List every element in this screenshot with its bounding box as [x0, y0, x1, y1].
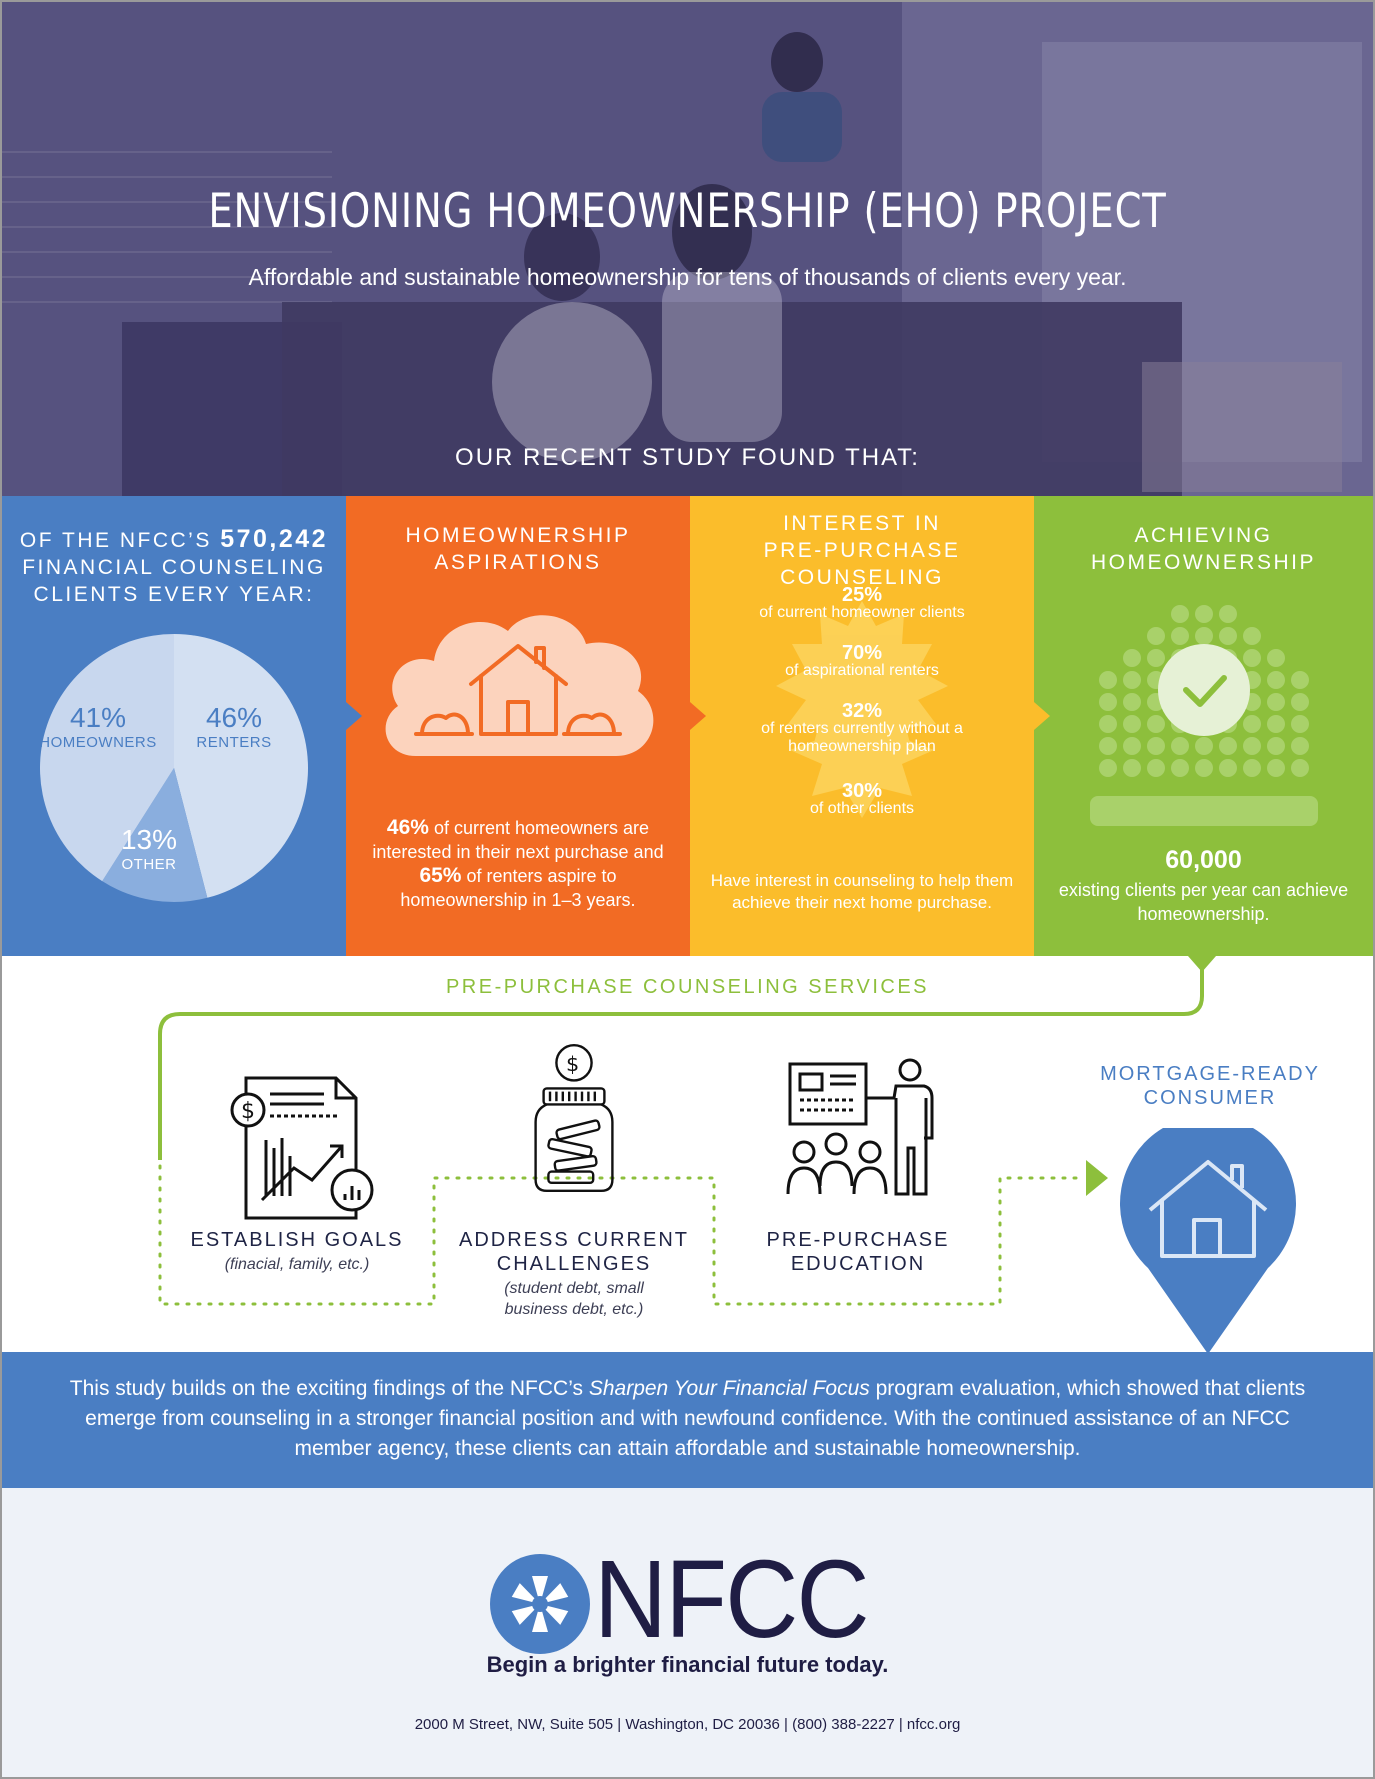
- aspirations-text-part1: of current homeowners are interested in their next purchase and: [372, 818, 664, 862]
- summary-text-post: program evaluation, which showed that clients emerge from counseling in a stronger financial position and with newfound confidence. With the continued assistance of an NFCC member agency, these clients can attain affordable and sustainable homeownership.: [85, 1377, 1306, 1460]
- study-summary-text: [52, 1374, 1323, 1464]
- house-of-people-icon: [1086, 600, 1322, 830]
- summary-text-pre: This study builds on the exciting findings of the NFCC’s: [69, 1377, 589, 1400]
- aspirations-stat-homeowners: 46%: [386, 816, 429, 839]
- step-establish-goals-note: (finacial, family, etc.): [224, 1256, 370, 1273]
- aspirations-panel: [346, 496, 690, 956]
- step-label: PRE-PURCHASE: [766, 1229, 950, 1251]
- aspirations-stat-renters: 65%: [419, 864, 462, 887]
- panel-arrow: [1034, 702, 1050, 730]
- clients-total: 570,242: [220, 525, 329, 553]
- interest-heading-line1: INTEREST IN: [783, 512, 941, 535]
- services-title: PRE-PURCHASE COUNSELING SERVICES: [445, 976, 930, 998]
- presentation-education-icon: [782, 1058, 942, 1218]
- interest-heading: [690, 510, 1034, 591]
- nfcc-logo-wordmark: NFCC: [594, 1538, 868, 1661]
- page-subtitle: Affordable and sustainable homeownership for tens of thousands of clients every year.: [248, 264, 1127, 290]
- clients-heading-line3: CLIENTS EVERY YEAR:: [33, 583, 315, 606]
- mortgage-ready-title: [1080, 1062, 1340, 1110]
- clients-heading-line2: FINANCIAL COUNSELING: [22, 556, 326, 579]
- panel-arrow: [346, 702, 362, 730]
- step-address-challenges: [434, 1228, 714, 1276]
- savings-jar-icon: [494, 1042, 654, 1202]
- clients-heading: [2, 526, 346, 608]
- aspirations-heading: [346, 522, 690, 576]
- pie-label-renters: [176, 702, 292, 751]
- interest-stat-text: of other clients: [809, 800, 915, 817]
- svg-text:$: $: [241, 1099, 255, 1124]
- step-label: ADDRESS CURRENT: [458, 1229, 690, 1251]
- achieving-heading-line2: HOMEOWNERSHIP: [1090, 551, 1316, 574]
- pie-name-renters: RENTERS: [196, 734, 272, 751]
- interest-heading-line2: PRE-PURCHASE: [763, 539, 961, 562]
- interest-panel: [690, 496, 1034, 956]
- achieving-heading: [1034, 522, 1373, 576]
- pie-name-homeowners: HOMEOWNERS: [39, 734, 157, 751]
- interest-heading-line3: COUNSELING: [780, 566, 944, 589]
- achieving-text: existing clients per year can achieve homeownership.: [1058, 880, 1349, 924]
- aspirations-heading-line1: HOMEOWNERSHIP: [405, 524, 631, 547]
- achieving-panel: [1034, 496, 1373, 956]
- interest-stat-text: of current homeowner clients: [759, 604, 965, 621]
- pie-label-other: [104, 824, 194, 873]
- interest-stat-value: 70%: [841, 642, 883, 664]
- pie-pct-renters: 46%: [205, 702, 263, 733]
- step-address-challenges-note: [434, 1278, 714, 1320]
- house-cloud-icon: [376, 606, 660, 781]
- mortgage-ready-line1: MORTGAGE-READY: [1100, 1063, 1320, 1085]
- pie-label-homeowners: [38, 702, 158, 751]
- clients-pie-chart: [38, 632, 310, 904]
- interest-stat-renters-no-plan: [690, 702, 1034, 756]
- step-label: EDUCATION: [790, 1253, 926, 1275]
- study-summary-band: [2, 1352, 1373, 1488]
- financial-report-icon: [214, 1068, 374, 1228]
- footer: [2, 1488, 1373, 1779]
- clients-heading-pre: OF THE NFCC’S: [19, 529, 221, 552]
- pie-pct-homeowners: 41%: [69, 702, 127, 733]
- nfcc-pinwheel-logo-icon: [490, 1554, 590, 1654]
- family-photo-background: [2, 2, 1373, 496]
- interest-stat-text: of aspirational renters: [785, 662, 939, 679]
- step-establish-goals: [162, 1228, 432, 1252]
- clients-panel: [2, 496, 346, 956]
- step-pre-purchase-education: [718, 1228, 998, 1276]
- step-label: CHALLENGES: [496, 1253, 652, 1275]
- aspirations-heading-line2: ASPIRATIONS: [434, 551, 602, 574]
- panel-arrow: [690, 702, 706, 730]
- pie-pct-other: 13%: [120, 824, 178, 855]
- aspirations-text: [366, 816, 670, 912]
- map-pin-house-icon: [1120, 1128, 1296, 1354]
- interest-stat-text: of renters currently without a homeownership plan: [761, 720, 963, 755]
- program-name: Sharpen Your Financial Focus: [588, 1377, 870, 1400]
- interest-stat-value: 25%: [841, 584, 883, 606]
- interest-stat-aspirational: [690, 644, 1034, 680]
- contact-address: 2000 M Street, NW, Suite 505 | Washington, DC 20036 | (800) 388-2227 | nfcc.org: [414, 1716, 961, 1733]
- interest-stat-value: 32%: [841, 700, 883, 722]
- services-section: [2, 956, 1373, 1352]
- interest-stat-homeowners: [690, 586, 1034, 622]
- achieving-heading-line1: ACHIEVING: [1134, 524, 1273, 547]
- interest-footer: Have interest in counseling to help them achieve their next home purchase.: [710, 871, 1014, 912]
- study-heading: OUR RECENT STUDY FOUND THAT:: [455, 444, 920, 471]
- interest-stat-value: 30%: [841, 780, 883, 802]
- step-label: ESTABLISH GOALS: [190, 1229, 404, 1251]
- achieving-number: 60,000: [1165, 846, 1242, 874]
- page-title: ENVISIONING HOMEOWNERSHIP (EHO) PROJECT: [208, 184, 1167, 239]
- aspirations-text-part2: of renters aspire to homeownership in 1–3 years.: [400, 866, 636, 910]
- mortgage-ready-line2: CONSUMER: [1143, 1087, 1277, 1109]
- hero-banner: [2, 2, 1373, 496]
- pie-name-other: OTHER: [121, 856, 177, 873]
- interest-stat-other: [690, 782, 1034, 818]
- step-note: business debt, etc.): [504, 1301, 644, 1318]
- svg-text:$: $: [566, 1051, 580, 1076]
- tagline: Begin a brighter financial future today.: [486, 1652, 889, 1677]
- step-note: (student debt, small: [504, 1280, 644, 1297]
